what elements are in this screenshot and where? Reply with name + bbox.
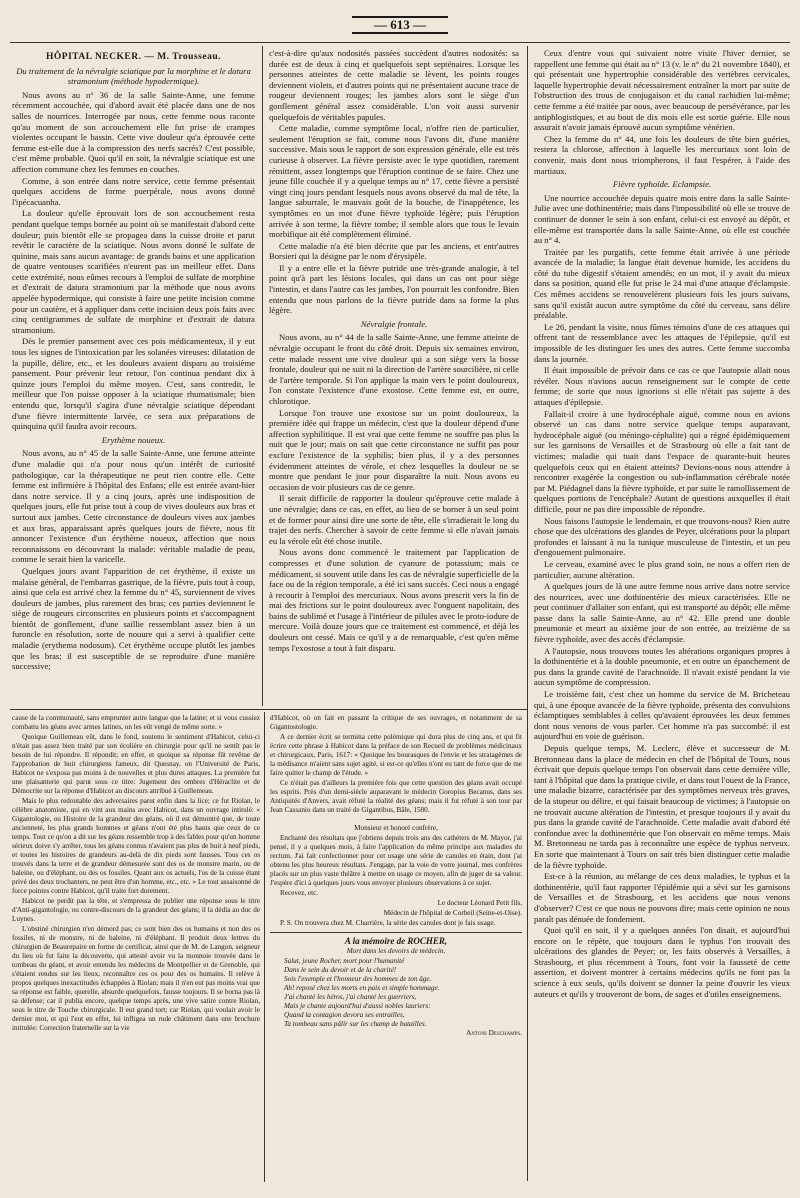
letter-signature: Le docteur Léonard Petit fils, — [437, 899, 522, 907]
paragraph: Quelques jours avant l'apparition de cet érythème, il existe un malaise général, de l'embarras gastrique, de la fièvre, puis tout à coup, ainsi que cela est arrivé chez la femme du n° 45, surviennent de vives douleurs de jambes, plus rarement des bras; ces parties deviennent le siège de rougeurs circonscrites en plusieurs points et s'accompagnent bientôt de gonflement, d'une saillie ressemblant assez bien à un furoncle en résolution, sorte de nouure qui a servi à qualifier cette maladie (erythema nodosum). Cet érythème occupe plutôt les jambes que les bras; il est susceptible de se reproduire d'une manière successive; — [12, 565, 255, 672]
letter-salutation: Monsieur et honoré confrère, — [354, 824, 438, 832]
section-rule — [10, 709, 527, 710]
paragraph: Lorsque l'on trouve une exostose sur un point douloureux, la première idée qui frappe un médecin, c'est que la douleur dépend d'une affection syphilitique. Il est vrai que cette femme ne souffre pas plus la nuit que le jour; mais on sait que cette circonstance ne suffit pas pour exclure l'existence de la syphilis; bien plus, il y a des personnes évidemment atteintes de vérole, et chez lesquelles la douleur ne se montre que pendant le jour pour disparaître la nuit. Nous avons eu occasion de voir plusieurs cas de ce genre. — [269, 407, 519, 492]
feuilleton-left — [12, 714, 260, 1182]
paragraph: cause de la communauté, sans emprunter autre langue que la latine; et si vous cussiez combattu les géans avec armes latines, on les eût vengé de même sorte. » — [12, 714, 260, 731]
paragraph: c'est-à-dire qu'aux nodosités passées succèdent d'autres nodosités: sa durée est de deux à cinq et quelquefois sept septénaires. Lorsque les personnes atteintes de cette maladie se lèvent, les points rouges deviennent violets, et d'autres points qui ne présentaient aucune trace de rougeur deviennent rouges; les jambes alors sont le siège d'un gonflement général assez considérable. L'on voit aussi survenir quelquefois de véritables papules. — [269, 48, 519, 122]
paragraph: A quelques jours de là une autre femme nous arrive dans notre service des nourrices, avec une dothinentérie des mieux caractérisées. Elle ne peut continuer d'allaiter son enfant, qui est transporté au dépôt; elle même passe dans la salle Sainte-Anne, au n° 42. Elle prend une double pneumonie et meurt au sixième jour de son entrée, au treizième de sa fièvre typhoïde, avec des accès d'éclampsie. — [534, 581, 790, 645]
paragraph: Le cerveau, examiné avec le plus grand soin, ne nous a offert rien de particulier, aucune altération. — [534, 558, 790, 580]
paragraph: Ceux d'entre vous qui suivaient notre visite l'hiver dernier, se rappellent une femme qui était au n° 13 (v. le n° du 21 novembre 1840), et qui présentait une hypertrophie considérable des vertèbres cervicales, laquelle hypertrophie devait nécessairement entraîner la mort par suite de l'obstruction des trous de conjugaison et du canal rachidien lui-même; cette femme a été traitée par nous, avec beaucoup de persévérance, par les antiphlogistiques, et au bout de dix mois elle est sortie guérie. Elle nous assurait n'avoir jamais éprouvé aucun symptôme vénérien. — [534, 48, 790, 133]
divider — [366, 819, 426, 820]
column-rule — [264, 712, 265, 1182]
poem-author: Antoni Deschamps. — [466, 1029, 522, 1037]
paragraph: Il y a entre elle et la fièvre putride une très-grande analogie, à tel point qu'à part les lésions locales, qui dans un cas ont pour siège l'intestin, et dans l'autre cas les jambes, l'on pourrait les confondre. Bien entendu que nous parlons de la fièvre putride dans sa forme la plus légère. — [269, 262, 519, 316]
paragraph: Ce n'était pas d'ailleurs la première fois que cette question des géans avait occupé les esprits. Près d'un demi-siècle auparavant le médecin Goropius Becanus, dans ses Antiquités d'Anvers, avait réfuté la réalité des géans; mais il fut réfuté à son tour par Jean Cassanio dans un traité de Gigantibus, Bâle, 1580. — [270, 779, 522, 814]
paragraph: Nous avons au n° 36 de la salle Sainte-Anne, une femme récemment accouchée, qui d'abord avait été placée dans une de nos salles de nourrices. Interrogée par nous, cette femme nous raconte qu'au moment de son accouchement elle fut prise de crampes violentes occupant le bassin. Cette vive douleur qu'a éprouvée cette femme est-elle due à la compression des nerfs sacrés? C'est possible, c'est même probable. Quoi qu'il en soit, la névralgie sciatique est une affection commune chez les femmes en couches. — [12, 89, 255, 174]
poem-line: Dans le sein du devoir et de la charité! — [284, 966, 397, 974]
column-3 — [534, 48, 790, 1180]
column-rule — [527, 46, 528, 1181]
poem-body — [270, 957, 522, 1029]
article-title: HÔPITAL NECKER. — M. Trousseau. — [45, 52, 221, 62]
header-rule — [10, 42, 790, 43]
paragraph: Il était impossible de prévoir dans ce cas ce que l'autopsie allait nous révéler. Nous n'avions aucun renseignement sur le compte de cette femme; de sorte que nous ignorions si elle n'était pas sujette à des attaques d'épilepsie. — [534, 365, 790, 407]
paragraph: Cette maladie n'a été bien décrite que par les anciens, et entr'autres Borsieri qui la désigne par le nom d'érysipèle. — [269, 240, 519, 262]
paragraph: Fallait-il croire à une hydrocéphale aiguë, comme nous en avions observé un cas dans notre service quelque temps auparavant, hydrocéphale aiguë (ou méningo-céphalite) qui a régné épidémiquement sur les garnisons de Versailles et de Strasbourg où elle a fait tant de victimes; maladie qui tuait dans l'espace de quarante-huit heures quelquefois ceux qui en étaient atteints? Devions-nous nous attendre à rencontrer exagérée la congestion ou sub-inflammation cérébrale notée par M. Piédagnel dans la fièvre typhoïde, et par suite le ramollissement de quelques portions de l'encéphale? Autant de questions auxquelles il était difficile, pour ne pas dire impossible de répondre. — [534, 408, 790, 514]
poem-line: Ta tombeau sans pâlir sur les champ de batailles. — [284, 1020, 427, 1028]
poem-line: Quand la contagion devora ses entrailles, — [284, 1011, 405, 1019]
paragraph: Nous avons, au n° 44 de la salle Sainte-Anne, une femme atteinte de névralgie occupant le front du côté droit. Depuis six semaines environ, cette malade ressent une vive douleur qui a son siège vers la bosse frontale, douleur qui ne suit ni la direction de l'artère sourcilière, ni celle de l'artère temporale. Si l'on applique la main vers le point douloureux, l'on constate l'existence d'une exostose. Cette femme est, en outre, chlorotique. — [269, 332, 519, 406]
feuilleton-middle — [270, 714, 522, 1182]
letter-close: Recevez, etc. — [280, 889, 319, 897]
column-2 — [269, 48, 519, 703]
paragraph: Dès le premier pansement avec ces pois médicamenteux, il y eut tous les signes de l'intoxication par les solanées vireuses: dilatation de la pupille, délire, etc., et les douleurs avaient disparu au troisième pansement. Pour prévenir leur retour, l'on continua pendant dix à quinze jours l'emploi du même moyen. C'est, sans contredit, le meilleur que l'on puisse opposer à la sciatique rhumatismale; bien entendu que, lorsqu'il s'agira d'une névralgie sciatique dépendant d'une fièvre intermittente larvée, ce sera aux préparations de quinquina qu'il faudra avoir recours. — [12, 336, 255, 432]
section-heading-fievre: Fièvre typhoïde. Eclampsie. — [612, 179, 712, 190]
paragraph: Il serait difficile de rapporter la douleur qu'éprouve cette malade à une névralgie; dans ce cas, en effet, au lieu de se borner à un seul point et de former pour ainsi dire une sorte de tête, elle s'irradierait le long du trajet des nerfs. Chercher à savoir de cette femme si elle n'avait jamais eu la vérole eût été chose inutile. — [269, 493, 519, 546]
paragraph: Est-ce à la réunion, au mélange de ces deux maladies, le typhus et la dothinentérie, qu'il faut rapporter l'épidémie qui a sévi sur les garnisons de Versailles et de Strasbourg, et les accidens que nous venons d'observer? C'est ce que nous ne pouvons dire; mais cette opinion ne nous paraît pas dénuée de fondement. — [534, 871, 790, 924]
article-subtitle: Du traitement de la névralgie sciatique par la morphine et le datura stramonium (méthode hypodermique). — [16, 65, 251, 87]
paragraph: Comme, à son entrée dans notre service, cette femme présentait quelques accidens de forme puerpérale, nous avons donné l'ipécacuanha. — [12, 175, 255, 207]
paragraph: d'Habicot, où on fait en passant la critique de ses ouvrages, et notamment de sa Gigantostologie. — [270, 714, 522, 731]
poem-line: Sois l'exemple et l'honneur des hommes de ton âge. — [284, 975, 432, 983]
paragraph: L'obstiné chirurgien n'en démord pas; ce sont bien des os humains et non des os fossiles, ni de monstre, ni de baleine, ni d'éléphant. Il produit deux lettres du chirurgien de Beaurepaire en forme de certificat, ainsi que de M. de Langon, seigneur du lieu où fut faite la découverte, qui attesté avoir vu la monnoie trouvée dans le tombeau du géant, et avoir entendu les médecins de Montpellier et de Grenoble, qui s'étaient rendus sur les lieux, reconnaître ces os pour des os humains. Il relève à propos quelques inexactitudes échappées à Riolan; mais il n'en eut pas moins vrai que sa réponse est faible, querelle, absurde quelquefois, fausse toujours. Il se borna pas là sa défense; car il publia encore, quelque temps après, une vive satire contre Riolan, sous le titre de Touche chirurgicale. Il eut grand tort; car Riolan, qui voulait avoir le dernier mot, et qui l'eut en effet, lui infligea un rude châtiment dans une brochure intitulée: Correction fraternelle sur la vie — [12, 925, 260, 1032]
paragraph: La douleur qu'elle éprouvait lors de son accouchement resta pendant quelque temps bornée au point où se manifestait d'abord cette douleur; puis bientôt elle se propagea dans la cuisse droite et parut revêtir le caractère de la sciatique. Nous avons donné le sulfate de quinine, mais sans aucun avantage: de grands bains et une application de quatre ventouses scarifiées n'eurent pas un meilleur effet. Dans cette extrémité, nous eûmes recours à l'emploi de sulfate de morphine et d'extrait de datura stramonium par la méthode que nous avons appelée hypodermique, qui consiste à faire une petite incision comme pour un cautère, et à appliquer dans cette incision deux pois faits avec cinq centigrammes de sulfate de morphine et d'extrait de datura stramonium. — [12, 208, 255, 335]
divider — [270, 932, 522, 933]
paragraph: Cette maladie, comme symptôme local, n'offre rien de particulier, seulement l'éruption se fait, comme nous l'avons dit, d'une manière successive. Mais sous le rapport de son expression générale, elle est très curieuse à observer. La fièvre persiste avec le type quotidien, rarement rémittent, assez longtemps que l'éruption continue de se faire. Chez une jeune fille couchée il y a quelque temps au n° 17, cette fièvre a persisté vingt cinq jours pendant lesquels nous avons observé du mal de tête, la langue saburrale, le mauvais goût de la bouche, de l'inappétence, les symptômes en un mot d'une fièvre typhoïde légère; puis l'éruption arrivée à son terme, la fièvre tombe; il semble alors que tous le levain morbifique ait été complètement éliminé. — [269, 123, 519, 240]
paragraph: Le troisième fait, c'est chez un homme du service de M. Bricheteau qui, à une époque avancée de la fièvre typhoïde, présenta des convulsions éclamptiques semblables à celles qu'avaient éprouvées les deux femmes dont nous venons de vous parler. Cet homme n'a pas succombé: il est aujourd'hui en voie de guérison. — [534, 689, 790, 742]
column-1 — [12, 48, 255, 703]
postscript: P. S. On trouvera chez M. Charrière, la série des canules dont je fais usage. — [280, 919, 496, 927]
poem-line: Salut, jeune Rocher, mort pour l'humanité — [284, 957, 405, 965]
section-heading-erytheme: Erythème noueux. — [101, 434, 166, 445]
paragraph: Nous avons donc commencé le traitement par l'application de compresses et d'une solution de cyanure de potassium; mais ce médicament, si souvent utile dans les cas de névralgie superficielle de la face ou de la région temporale, a été ici sans succès. Ceci nous a engagé à recourir à l'emploi des mercuriaux. Nous avons prescrit vers la fin de mai des frictions sur le point douloureux avec l'onguent napolitain, des bains de sublimé et l'usage à l'intérieur de pilules avec le proto-iodure de mercure. Voilà douze jours que ce traitement est commencé, et déjà les douleurs ont cessé. Mais ce qu'il y a de remarquable, c'est qu'en même temps l'exostose a tout à fait disparu. — [269, 547, 519, 653]
paragraph: A l'autopsie, nous trouvons toutes les altérations organiques propres à la dothinentérie et à la double pneumonie, et en outre un épanchement de pus dans la grande cavité de l'arachnoïde. Il n'avait existé pendant la vie aucun symptôme de compression. — [534, 645, 790, 688]
poem-line: Mais je chante aujourd'hui d'aussi nobles lauriers: — [284, 1002, 431, 1010]
letter-signature-title: Médecin de l'hôpital de Corbeil (Seine-et-Oise). — [383, 909, 522, 917]
section-heading-nevralgie: Névralgie frontale. — [360, 318, 428, 329]
paragraph: Mais le plus redoutable des adversaires parut enfin dans la lice; ce fut Riolan, le célèbre anatomiste, qui en vint aux mains avec Habicot, dans un ouvrage intitulé: « Gigantologie, ou Histoire de la grandeur des géans, où il est démontré que, de toute ancienneté, les plus grands hommes et géans n'ont été plus hauts que ceux de ce temps. Tout ce qu'on a dit sur les géans ressemble trop à des fables pour qu'un homme sérieux doive s'y arrêter, tous les géans connus n'avaient pas plus de huit à neuf pieds, et toutes les histoires de grandeurs au-delà de dix pieds sont fausses. Tous ces os trouvés dans la terre et de grandeur démesurée sont des os de monstre marin, ou de baleine, ou d'éléphant, ou des os fossiles. Quant aux os actuels, l'os de la cuisse étant privé des deux trochanters, ne peut être d'un homme, etc., etc. » Le tout assaisonné de force pointes contre Habicot, qu'il traite fort durement. — [12, 797, 260, 895]
paragraph: Une nourrice accouchée depuis quatre mois entre dans la salle Sainte-Julie avec une dothinentérie; mais dans l'impossibilité où elle se trouve de continuer de donner le sein à son enfant, celui-ci est envoyé au dépôt, et elle-même est transportée dans la salle Sainte-Anne, où elle est couchée au n° 4. — [534, 192, 790, 246]
paragraph: Nous faisons l'autopsie le lendemain, et que trouvons-nous? Rien autre chose que des ulcérations des glandes de Peyer, ulcérations pour la plupart profondes et laissant à nu la tunique musculeuse de l'intestin, et un peu d'engouement pulmonaire. — [534, 515, 790, 558]
column-rule — [262, 46, 263, 706]
paragraph: Habicot ne perdit pas la tête, et s'empressa de publier une réponse sous le titre d'Anti-gigantologie, ou contre-discours de la grandeur des géans; il la dédia au duc de Luynes. — [12, 897, 260, 923]
poem-line: Ah! reposé chez les morts en paix et simple hommage. — [284, 984, 440, 992]
poem-line: J'ai chanté les héros, j'ai chanté les guerriers, — [284, 993, 417, 1001]
paragraph: Quoique Guillemeau eût, dans le fond, soutenu le sentiment d'Habicot, celui-ci n'était pas assez bien traité par son écolière en chirurgie pour qu'il ne sentît pas le besoin de lui répondre. Il répondit; en effet, et quoique sa réponse fût revêtue de l'approbation de huit chirurgiens fameux, dit Quesnay, on l'Université de Paris, Habicot ne s'exposa pas moins à de nouvelles et plus dures attaques. La première fut une plaisanterie qui parut sous ce titre: Jugement des ombres d'Héraclite et de Démocrite sur la réponse d'Habicot au discours attribué à Guillemeau. — [12, 733, 260, 795]
paragraph: Nous avons, au n° 45 de la salle Sainte-Anne, une femme atteinte d'une maladie qui n'a pour nous qu'un intérêt de curiosité pathologique, car la thérapeutique ne peut rien contre elle. Cette femme est infirmière à l'hôpital des Enfans; elle est entrée avant-hier dans notre service. Il y a cinq jours, après une indisposition de quelques jours, elle fut prise tout à coup de vives douleurs aux bras et surtout aux jambes. Cette circonstance de douleurs vives aux jambes et aux bras, apparaissant après quelques jours de fièvre, nous fit annoncer l'existence d'un érythème noueux, affection que nous reconnaissons en découvrant la malade: véritable maladie de peau, comme le serait bien la varicelle. — [12, 448, 255, 565]
paragraph: Le 26, pendant la visite, nous fûmes témoins d'une de ces attaques qui offrent tant de ressemblance avec les attaques de l'épilepsie, qu'il est impossible de les distinguer les unes des autres. Cette femme succomba dans la journée. — [534, 321, 790, 364]
paragraph: Chez la femme du n° 44, une fois les douleurs de tête bien guéries, restera la chlorose, affection à laquelle les mercuriaux sont loin de convenir, mais dont nous triompherons, il faut l'espérer, à l'aide des martiaux. — [534, 133, 790, 176]
paragraph: Traitée par les purgatifs, cette femme était arrivée à une période avancée de la maladie; la langue était devenue humide, les accidens du côté du tube digestif s'étaient amendés; en un mot, il y avait du mieux dans sa position, quand elle fut prise le 24 mai d'une attaque d'éclampsie. Ces mêmes accidens se renouvelèrent plusieurs fois les jours suivans, sans qu'il existât aucun autre symptôme du côté du cerveau, sans délire préalable. — [534, 246, 790, 321]
paragraph: A ce dernier écrit se termina cette polémique qui dura plus de cinq ans, et qui fit écrire cette phrase à Habicot dans la préface de son Recueil de problèmes médicinaux et chirurgicaux, Paris, 1617: « Quoique les bourasques de l'envie et les stratagèmes de la médisance m'aient sans sujet agité, si est-ce qu'elles n'ont eu tant de force que de me faire quitter le champ de l'étude. » — [270, 733, 522, 777]
page-number: — 613 — — [352, 16, 448, 34]
poem-subtitle: Mort dans les devoirs de médecin. — [346, 947, 446, 955]
page-header — [0, 14, 800, 38]
poem-title: A la mémoire de ROCHER, — [344, 936, 448, 946]
paragraph: Quoi qu'il en soit, il y a quelques années l'on disait, et aujourd'hui encore on le répète, que toujours dans le typhus l'on trouvait des ulcérations des glandes de Peyer; or, les faits observés à Versailles, à Strasbourg, et plus récemment à Tours, font voir la fausseté de cette assertion, et doivent montrer à certains médecins qu'ils ne font pas la science à eux seuls, qu'ils doivent se donner la peine d'ouvrir les vieux auteurs et qu'ils y trouveront de bons, de sages et d'utiles enseignemens. — [534, 925, 790, 999]
paragraph: Depuis quelque temps, M. Leclerc, élève et successeur de M. Bretonneau dans la place de médecin en chef de l'hôpital de Tours, nous écrivait que depuis quelque temps l'on observait dans cette dernière ville, tant à l'hôpital que dans la pratique civile, et dans tout l'ouest de la France, une maladie bizarre, caractérisée par des symptômes nerveux très graves, de la stupeur ou délire, et qui faisait beaucoup de victimes; à l'autopsie on ne trouvait aucune altération de l'intestin, et presque toujours il y avait du pus dans la grande cavité de l'arachnoïde. Cette maladie avait d'abord été confondue avec la dothinentérie que l'on observait en même temps. Mais M. Bretonneau ne tarda pas à reconnaître une espèce de typhus nerveux. En sorte que maintenant à Tours on sait très bien distinguer cette maladie de la fièvre typhoïde. — [534, 743, 790, 870]
letter-body: Enchanté des résultats que j'obtiens depuis trois ans des cathéters de M. Mayor, j'ai pensé, il y a quelques mois, à faire l'application du même principe aux maladies du rectum. J'ai fait confectionner pour cet usage une série de canules en étain, dont j'ai obtenu les plus heureux résultats. J'engage, par la voie de votre journal, mes confrères placés sur un plus vaste théâtre à mettre en usage ce moyen, afin de juger de sa valeur. J'espère d'ici à quelques jours vous envoyer plusieurs observations à ce sujet. — [270, 834, 522, 887]
